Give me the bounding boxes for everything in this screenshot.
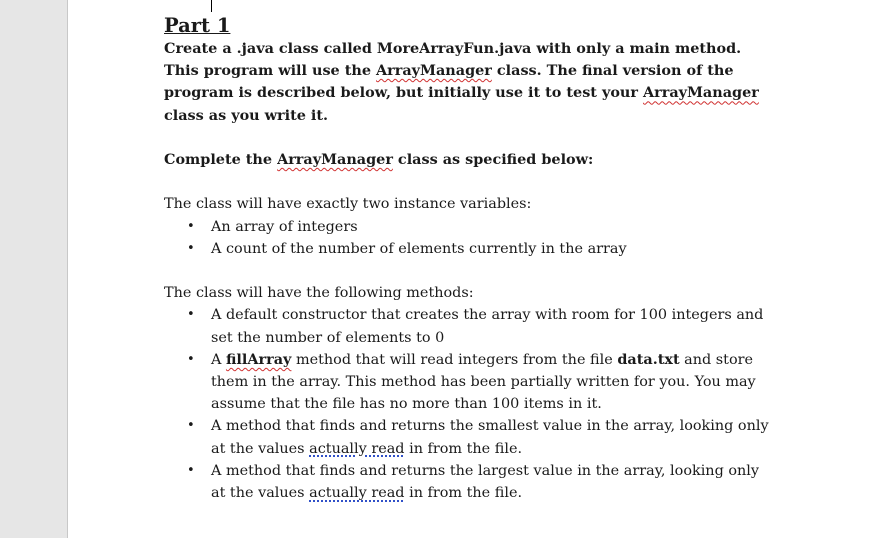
complete-instruction: Complete the ArrayManager class as specified below: bbox=[164, 151, 594, 168]
methods-list bbox=[164, 304, 804, 504]
methods-intro: The class will have the following methods: bbox=[164, 285, 474, 302]
text-cursor bbox=[211, 0, 212, 12]
list-item: • A fillArray method that will read integers from the file data.txt and store them in the array. This method has been partially written for you. You may assume that the file has no more than 100 items in it. bbox=[164, 349, 804, 416]
blank-line bbox=[164, 171, 804, 193]
blank-line bbox=[164, 127, 804, 149]
instance-variables-intro: The class will have exactly two instance variables: bbox=[164, 196, 532, 213]
left-margin-gutter bbox=[0, 0, 68, 538]
instance-variables-list bbox=[164, 216, 804, 260]
intro-line-4: class as you write it. bbox=[164, 106, 329, 124]
intro-line-1: Create a .java class called MoreArrayFun.java with only a main method. bbox=[164, 40, 742, 57]
blank-line bbox=[164, 260, 804, 282]
spelling-flag[interactable]: ArrayManager bbox=[642, 84, 759, 102]
spelling-flag[interactable]: ArrayManager bbox=[376, 62, 492, 80]
spelling-flag[interactable]: ArrayManager bbox=[277, 151, 393, 168]
intro-line-3: program is described below, but initially use it to test your ArrayManager bbox=[164, 84, 759, 102]
file-name: data.txt bbox=[617, 350, 680, 368]
list-item: • An array of integers bbox=[164, 216, 804, 238]
grammar-flag[interactable]: actually read bbox=[309, 440, 405, 457]
intro-line-2: This program will use the ArrayManager class. The final version of the bbox=[164, 62, 734, 80]
spelling-flag[interactable]: fillArray bbox=[225, 350, 292, 368]
document-body[interactable] bbox=[164, 14, 804, 504]
list-item: • A default constructor that creates the array with room for 100 integers and set the number of elements to 0 bbox=[164, 304, 804, 348]
list-item: • A method that finds and returns the largest value in the array, looking only at the values actually read in from the file. bbox=[164, 460, 804, 504]
list-item: • A count of the number of elements currently in the array bbox=[164, 238, 804, 260]
section-heading: Part 1 bbox=[164, 14, 231, 37]
grammar-flag[interactable]: actually read bbox=[309, 485, 405, 502]
list-item: • A method that finds and returns the smallest value in the array, looking only at the values actually read in from the file. bbox=[164, 415, 804, 459]
